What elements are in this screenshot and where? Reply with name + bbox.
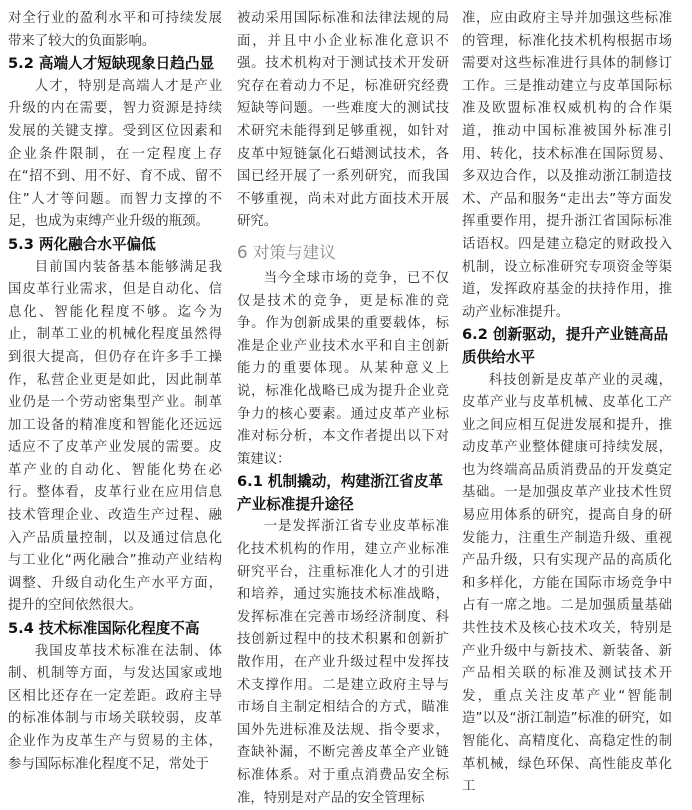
- column-middle: [237, 8, 449, 810]
- paragraph-talent: 人才，特别是高端人才是产业升级的内在需要，智力资源是持续发展的关键支撑。受到区位因素和企业条件限制，在一定程度上存在“招不到、用不好、育不成、留不住”人才等问题。而智力支撑的不足，也成为束缚产业升级的瓶颈。: [8, 78, 222, 230]
- paragraph-continued: 被动采用国际标准和法律法规的局面，并且中小企业标准化意识不强。技术机构对于测试技术开发研究存在着动力不足，标准研究经费短缺等问题。一些难度大的测试技术研究未能得到足够重视，如针对皮革中短链氯化石蜡测试技术，各国已经开展了一系列研究，而我国不够重视，尚未对此方面技术开展研究。: [237, 11, 449, 230]
- section-heading-6-2: 6.2 创新驱动，提升产业链高品质供给水平: [462, 326, 669, 366]
- section-heading-6: 6 对策与建议: [237, 242, 336, 262]
- column-left: [8, 8, 222, 776]
- paragraph-integration: 目前国内装备基本能够满足我国皮革行业需求，但是自动化、信息化、智能化程度不够。迄今为止，制革工业的机械化程度虽然得到很大提高，但仍存在许多手工操作，私营企业更是如此，因此制革业仍是一个劳动密集型产业。制革加工设备的精准度和智能化还远远适应不了皮革产业发展的需要。皮革产业的自动化、智能化势在必行。整体看，皮革行业在应用信息技术管理企业、改造生产过程、融入产品质量控制，以及通过信息化与工业化“两化融合”推动产业结构调整、升级自动化生产水平方面，提升的空间依然很大。: [8, 259, 222, 614]
- column-right: [462, 8, 672, 799]
- paragraph-innovation: 科技创新是皮革产业的灵魂，皮革产业与皮革机械、皮革化工产业之间应相互促进发展和提升，推动皮革产业整体健康可持续发展，也为终端高品质消费品的开发奠定基础。一是加强皮革产业技术性贸易应用体系的研究，提高自身的研发能力，注重生产制造升级、重视产品升级，只有实现产品的高质化和多样化，方能在国际市场竞争中占有一席之地。二是加强质量基础共性技术及核心技术攻关，特别是产业升级中与新技术、新装备、新产品相关联的标准及测试技术开发，重点关注皮革产业“智能制造”以及“浙江制造”标准的研究，如智能化、高精度化、高稳定性的制革机械，绿色环保、高性能皮革化工: [462, 372, 672, 795]
- paragraph-continued: 准，应由政府主导并加强这些标准的管理，标准化技术机构根据市场需要对这些标准进行具体的制修订工作。三是推动建立与皮革国际标准及欧盟标准权威机构的合作渠道，推动中国标准被国外标准引用、转化，技术标准在国际贸易、多双边合作，以及推动浙江制造技术、产品和服务“走出去”等方面发挥重要作用，提升浙江省国际标准话语权。四是建立稳定的财政投入机制，设立标准研究专项资金等渠道，发挥政府基金的扶持作用，推动产业标准提升。: [462, 11, 672, 320]
- section-heading-5-3: 5.3 两化融合水平偏低: [8, 235, 156, 253]
- paragraph-continued: 对全行业的盈利水平和可持续发展带来了较大的负面影响。: [8, 11, 222, 49]
- section-heading-5-2: 5.2 高端人才短缺现象日趋凸显: [8, 55, 215, 73]
- section-heading-6-1: 6.1 机制撬动，构建浙江省皮革产业标准提升途径: [237, 473, 444, 513]
- paragraph-competition: 当今全球市场的竞争，已不仅仅是技术的竞争，更是标准的竞争。作为创新成果的重要载体，标准是企业产业技术水平和自主创新能力的重要体现。从某种意义上说，标准化战略已成为提升企业竞争力的核心要素。通过皮革产业标准对标分析，本文作者提出以下对策建议：: [237, 270, 449, 467]
- paragraph-standards: 我国皮革技术标准在法制、体制、机制等方面，与发达国家或地区相比还存在一定差距。政府主导的标准体制与市场关联较弱，皮革企业作为皮革生产与贸易的主体，参与国际标准化程度不足，常处于: [8, 643, 222, 772]
- paragraph-mechanism: 一是发挥浙江省专业皮革标准化技术机构的作用，建立产业标准研究平台，注重标准化人才的引进和培养，通过实施技术标准战略，发挥标准在完善市场经济制度、科技创新过程中的技术积累和创新扩散作用，在产业升级过程中发挥技术支撑作用。二是建立政府主导与市场自主制定相结合的方式，瞄准国外先进标准及法规、指令要求，查缺补漏，不断完善皮革全产业链标准体系。对于重点消费品安全标准，特别是对产品的安全管理标: [237, 519, 449, 806]
- section-heading-5-4: 5.4 技术标准国际化程度不高: [8, 620, 200, 638]
